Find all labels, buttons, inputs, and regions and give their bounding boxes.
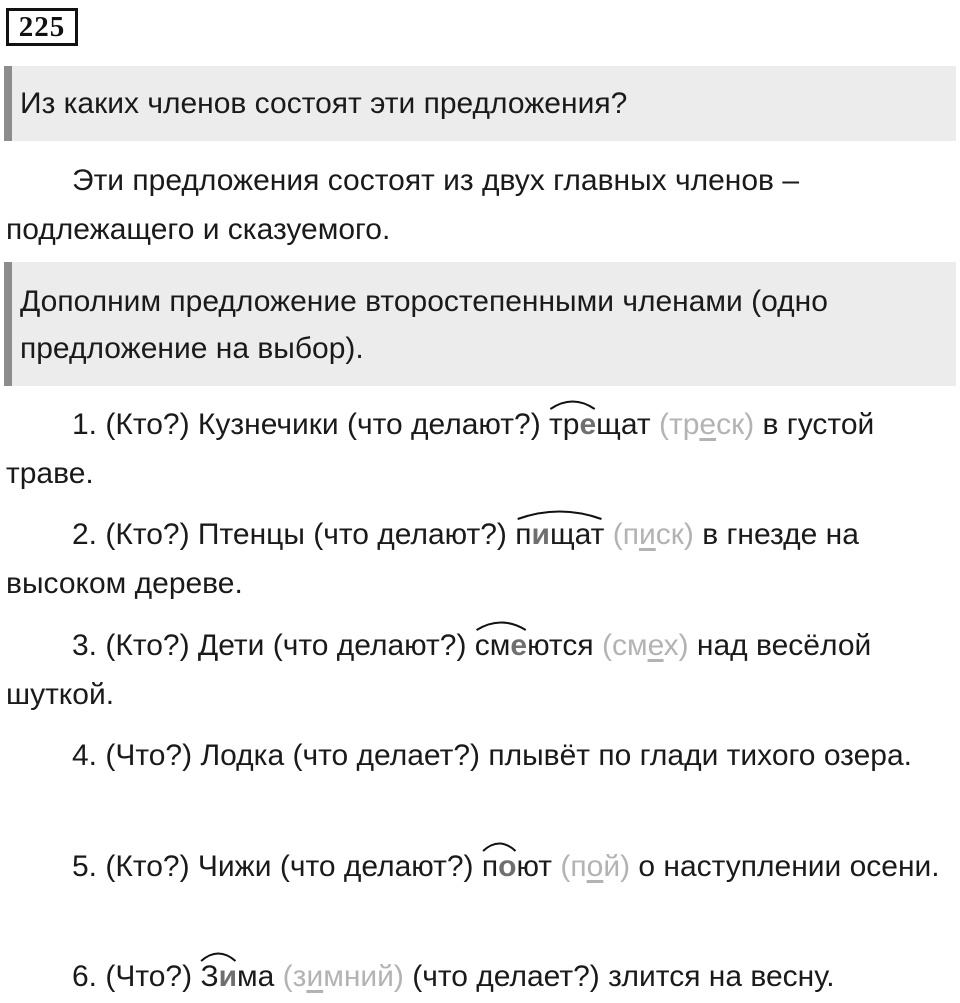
list-item-2 [6,510,956,608]
question-1-text: Из каких членов состоят эти предложения? [20,87,628,120]
check-vowel: е [699,408,717,441]
root-arc-icon [515,508,604,520]
item-prefix: 2. (Кто?) Птенцы (что делают?) [72,518,516,551]
item-suffix: в гнезде на высоком дереве. [6,518,859,600]
question-block-2 [4,262,956,386]
root-word: тре [549,400,596,449]
unstressed-vowel: и [218,960,238,993]
check-vowel: и [306,960,324,993]
unstressed-vowel: и [531,518,550,551]
item-prefix: 6. (Что?) [72,960,201,993]
root-arc-icon [475,619,527,631]
check-vowel: е [647,629,664,662]
root-arc-icon [482,840,517,852]
check-word: (пой) [560,850,631,883]
root-arc-icon [200,950,237,962]
unstressed-vowel: е [579,408,597,441]
question-2-text: Дополним предложение второстепенными членами (одно предложение на выбор). [20,285,828,365]
check-word: (писк) [612,518,694,551]
item-prefix: 3. (Кто?) Дети (что делают?) [72,629,475,662]
check-word: (смех) [601,629,689,662]
task-number-box [6,8,78,46]
check-vowel: и [638,518,656,551]
list-item-4: 4. (Что?) Лодка (что делает?) плывёт по глади тихого озера. [72,739,912,772]
item-suffix: о наступлении осени. [630,850,940,883]
item-suffix: над весёлой шуткой. [6,629,872,711]
root-word: Зи [200,952,237,1001]
unstressed-vowel: е [510,629,528,662]
root-word: сме [475,621,527,670]
check-word: (треск) [658,408,755,441]
list-item-5: 5. (Кто?) Чижи (что делают?) поют (пой) о наступлении осени. [6,842,956,891]
list-item-6: 6. (Что?) Зима (зимний) (что делает?) злится на весну. [6,952,956,1001]
check-vowel: о [586,850,604,883]
item-prefix: 5. (Кто?) Чижи (что делают?) [72,850,482,883]
root-arc-icon [549,398,596,410]
unstressed-vowel: о [498,850,517,883]
question-block-1 [4,66,956,141]
check-word: (зимний) [282,960,404,993]
root-word: пищат [515,510,604,559]
item-prefix: 1. (Кто?) Кузнечики (что делают?) [72,408,550,441]
item-suffix: в густой траве. [6,408,875,490]
list-item-3: 3. (Кто?) Дети (что делают?) смеются (смех) над весёлой шуткой. [6,621,956,719]
task-number: 225 [18,10,66,43]
root-word: по [482,842,517,891]
item-suffix: (что делает?) злится на весну. [403,960,835,993]
answer-paragraph: Эти предложения состоят из двух главных членов – подлежащего и сказуемого. [6,164,800,246]
list-item-1: 1. (Кто?) Кузнечики (что делают?) трещат (треск) в густой траве. [6,400,956,498]
